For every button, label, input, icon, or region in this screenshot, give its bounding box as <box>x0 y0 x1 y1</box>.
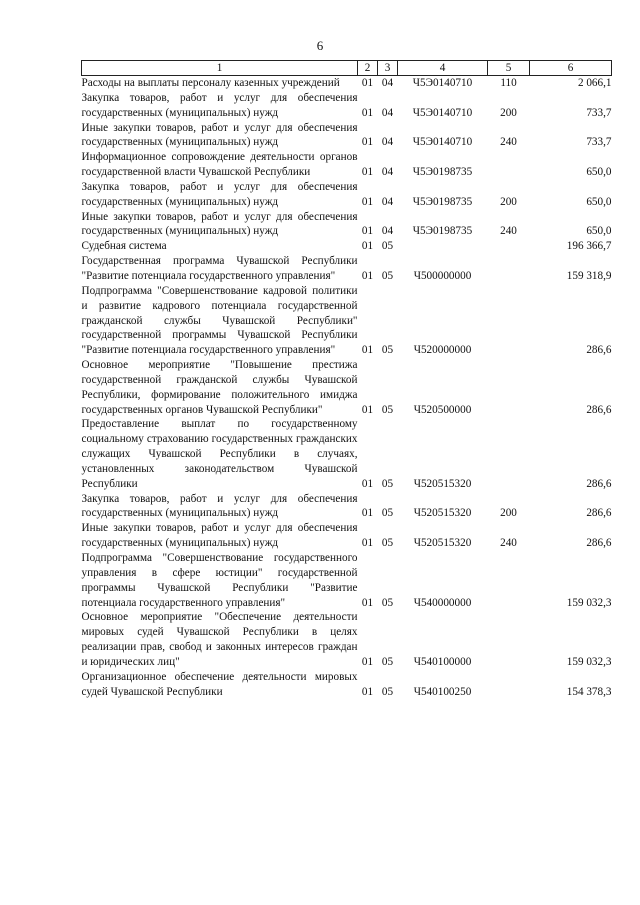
row-amount: 650,0 <box>586 166 612 179</box>
row-section: 01 <box>361 195 374 208</box>
row-description: Судебная система <box>81 240 167 253</box>
row-description: Иные закупки товаров, работ и услуг для обеспечения государственных (муниципальных) нужд <box>81 210 358 238</box>
row-description: Закупка товаров, работ и услуг для обеспечения государственных (муниципальных) нужд <box>81 91 358 119</box>
row-subsection: 04 <box>381 166 394 179</box>
row-description: Закупка товаров, работ и услуг для обеспечения государственных (муниципальных) нужд <box>81 180 358 208</box>
row-description: Подпрограмма "Совершенствование кадровой политики и развитие кадрового потенциала государственной гражданской службы Чувашской Республики" государственной программы Чувашской Республики "Развитие потенциала государственного управления" <box>81 284 358 357</box>
row-expense-type <box>488 610 530 669</box>
row-target-article: Ч5Э0140710 <box>412 77 473 89</box>
table-row <box>82 358 612 417</box>
row-subsection: 04 <box>381 106 394 119</box>
row-target-article: Ч540100250 <box>413 685 472 698</box>
row-description: Закупка товаров, работ и услуг для обеспечения государственных (муниципальных) нужд <box>81 492 358 520</box>
row-target-article: Ч520500000 <box>413 403 472 416</box>
row-subsection: 05 <box>381 537 394 550</box>
row-subsection: 04 <box>381 136 394 149</box>
table-row <box>82 121 612 151</box>
row-amount: 286,6 <box>586 537 612 550</box>
row-amount: 286,6 <box>586 403 612 416</box>
row-amount: 650,0 <box>586 225 612 238</box>
table-row <box>82 521 612 551</box>
row-amount: 650,0 <box>586 195 612 208</box>
table-row <box>82 180 612 210</box>
row-target-article: Ч520000000 <box>413 344 472 357</box>
row-description: Организационное обеспечение деятельности мировых судей Чувашской Республики <box>81 670 358 698</box>
row-description: Информационное сопровождение деятельности органов государственной власти Чувашской Республики <box>81 151 358 179</box>
page-number: 6 <box>316 38 324 53</box>
row-section: 01 <box>361 507 374 520</box>
row-description: Основное мероприятие "Повышение престижа государственной гражданской службы Чувашской Республики, формирование положительного имиджа государственных органов Чувашской Республики" <box>81 359 358 416</box>
row-section: 01 <box>361 403 374 416</box>
table-row <box>82 492 612 522</box>
row-expense-type: 200 <box>500 507 517 520</box>
row-target-article: Ч520515320 <box>413 537 472 550</box>
row-target-article: Ч520515320 <box>413 477 472 490</box>
row-expense-type <box>488 150 530 180</box>
table-row <box>82 284 612 358</box>
row-section: 01 <box>361 655 374 668</box>
row-target-article: Ч5Э0140710 <box>412 106 473 119</box>
row-expense-type <box>488 254 530 284</box>
column-header-description: 1 <box>82 61 358 76</box>
row-expense-type <box>488 284 530 358</box>
column-header-subsection: 3 <box>378 61 398 76</box>
row-amount: 196 366,7 <box>566 240 612 253</box>
row-subsection: 05 <box>381 655 394 668</box>
row-expense-type: 240 <box>500 136 517 149</box>
row-target-article: Ч5Э0198735 <box>412 225 473 238</box>
row-expense-type <box>488 551 530 610</box>
table-header-row <box>82 61 612 76</box>
table-row <box>82 610 612 669</box>
row-section: 01 <box>361 596 374 609</box>
row-amount: 159 032,3 <box>566 655 612 668</box>
row-description: Подпрограмма "Совершенствование государственного управления в сфере юстиции" государственной программы Чувашской Республики "Развитие потенциала государственного управления" <box>81 552 358 609</box>
row-description: Иные закупки товаров, работ и услуг для обеспечения государственных (муниципальных) нужд <box>81 522 358 550</box>
row-expense-type: 200 <box>500 195 517 208</box>
row-amount: 159 032,3 <box>566 596 612 609</box>
column-header-expense-type: 5 <box>488 61 530 76</box>
column-header-section: 2 <box>358 61 378 76</box>
row-subsection: 04 <box>381 195 394 208</box>
row-section: 01 <box>361 240 374 253</box>
row-section: 01 <box>361 477 374 490</box>
row-subsection: 05 <box>381 477 394 490</box>
row-subsection: 05 <box>381 344 394 357</box>
row-expense-type <box>488 239 530 254</box>
row-expense-type <box>488 670 530 700</box>
row-target-article: Ч5Э0198735 <box>412 195 473 208</box>
row-subsection: 05 <box>381 240 394 253</box>
row-target-article: Ч540000000 <box>413 596 472 609</box>
table-row <box>82 91 612 121</box>
row-section: 01 <box>361 685 374 698</box>
table-body <box>82 76 612 700</box>
row-section: 01 <box>361 269 374 282</box>
row-description: Предоставление выплат по государственному социальному страхованию государственных гражданских служащих Чувашской Республики в случаях, установленных законодательством Чувашской Республики <box>81 418 358 490</box>
budget-table <box>81 60 612 699</box>
row-amount: 286,6 <box>586 344 612 357</box>
row-expense-type <box>488 358 530 417</box>
table-row <box>82 254 612 284</box>
row-subsection: 04 <box>381 77 394 89</box>
row-section: 01 <box>361 77 374 89</box>
row-subsection: 05 <box>381 596 394 609</box>
column-header-target-article: 4 <box>398 61 488 76</box>
row-description: Иные закупки товаров, работ и услуг для обеспечения государственных (муниципальных) нужд <box>81 121 358 149</box>
row-target-article: Ч540100000 <box>413 655 472 668</box>
row-section: 01 <box>361 225 374 238</box>
row-expense-type: 200 <box>500 106 517 119</box>
row-amount: 286,6 <box>586 507 612 520</box>
row-target-article: Ч5Э0140710 <box>412 136 473 149</box>
table-row <box>82 417 612 491</box>
row-amount: 159 318,9 <box>566 269 612 282</box>
table-row <box>82 239 612 254</box>
table-row <box>82 150 612 180</box>
row-subsection: 05 <box>381 685 394 698</box>
row-description: Расходы на выплаты персоналу казенных учреждений <box>81 77 340 89</box>
row-section: 01 <box>361 344 374 357</box>
column-header-amount: 6 <box>530 61 612 76</box>
row-description: Государственная программа Чувашской Республики "Развитие потенциала государственного управления" <box>81 255 358 282</box>
row-amount: 2 066,1 <box>577 77 612 89</box>
row-expense-type <box>488 417 530 491</box>
row-target-article <box>398 239 488 254</box>
table-row <box>82 551 612 610</box>
row-section: 01 <box>361 166 374 179</box>
row-target-article: Ч5Э0198735 <box>412 166 473 179</box>
row-amount: 733,7 <box>586 136 612 149</box>
table-row <box>82 670 612 700</box>
row-expense-type: 240 <box>500 225 517 238</box>
row-subsection: 05 <box>381 507 394 520</box>
row-target-article: Ч520515320 <box>413 507 472 520</box>
row-subsection: 05 <box>381 269 394 282</box>
row-subsection: 05 <box>381 403 394 416</box>
row-amount: 733,7 <box>586 106 612 119</box>
row-section: 01 <box>361 537 374 550</box>
row-section: 01 <box>361 136 374 149</box>
table-row <box>82 210 612 240</box>
row-section: 01 <box>361 106 374 119</box>
row-target-article: Ч500000000 <box>413 269 472 282</box>
row-expense-type: 240 <box>500 537 517 550</box>
row-amount: 154 378,3 <box>566 685 612 698</box>
table-row <box>82 76 612 91</box>
row-subsection: 04 <box>381 225 394 238</box>
row-expense-type: 110 <box>500 77 517 89</box>
row-amount: 286,6 <box>586 477 612 490</box>
row-description: Основное мероприятие "Обеспечение деятельности мировых судей Чувашской Республики в целях реализации прав, свобод и законных интересов граждан и юридических лиц" <box>81 611 358 668</box>
